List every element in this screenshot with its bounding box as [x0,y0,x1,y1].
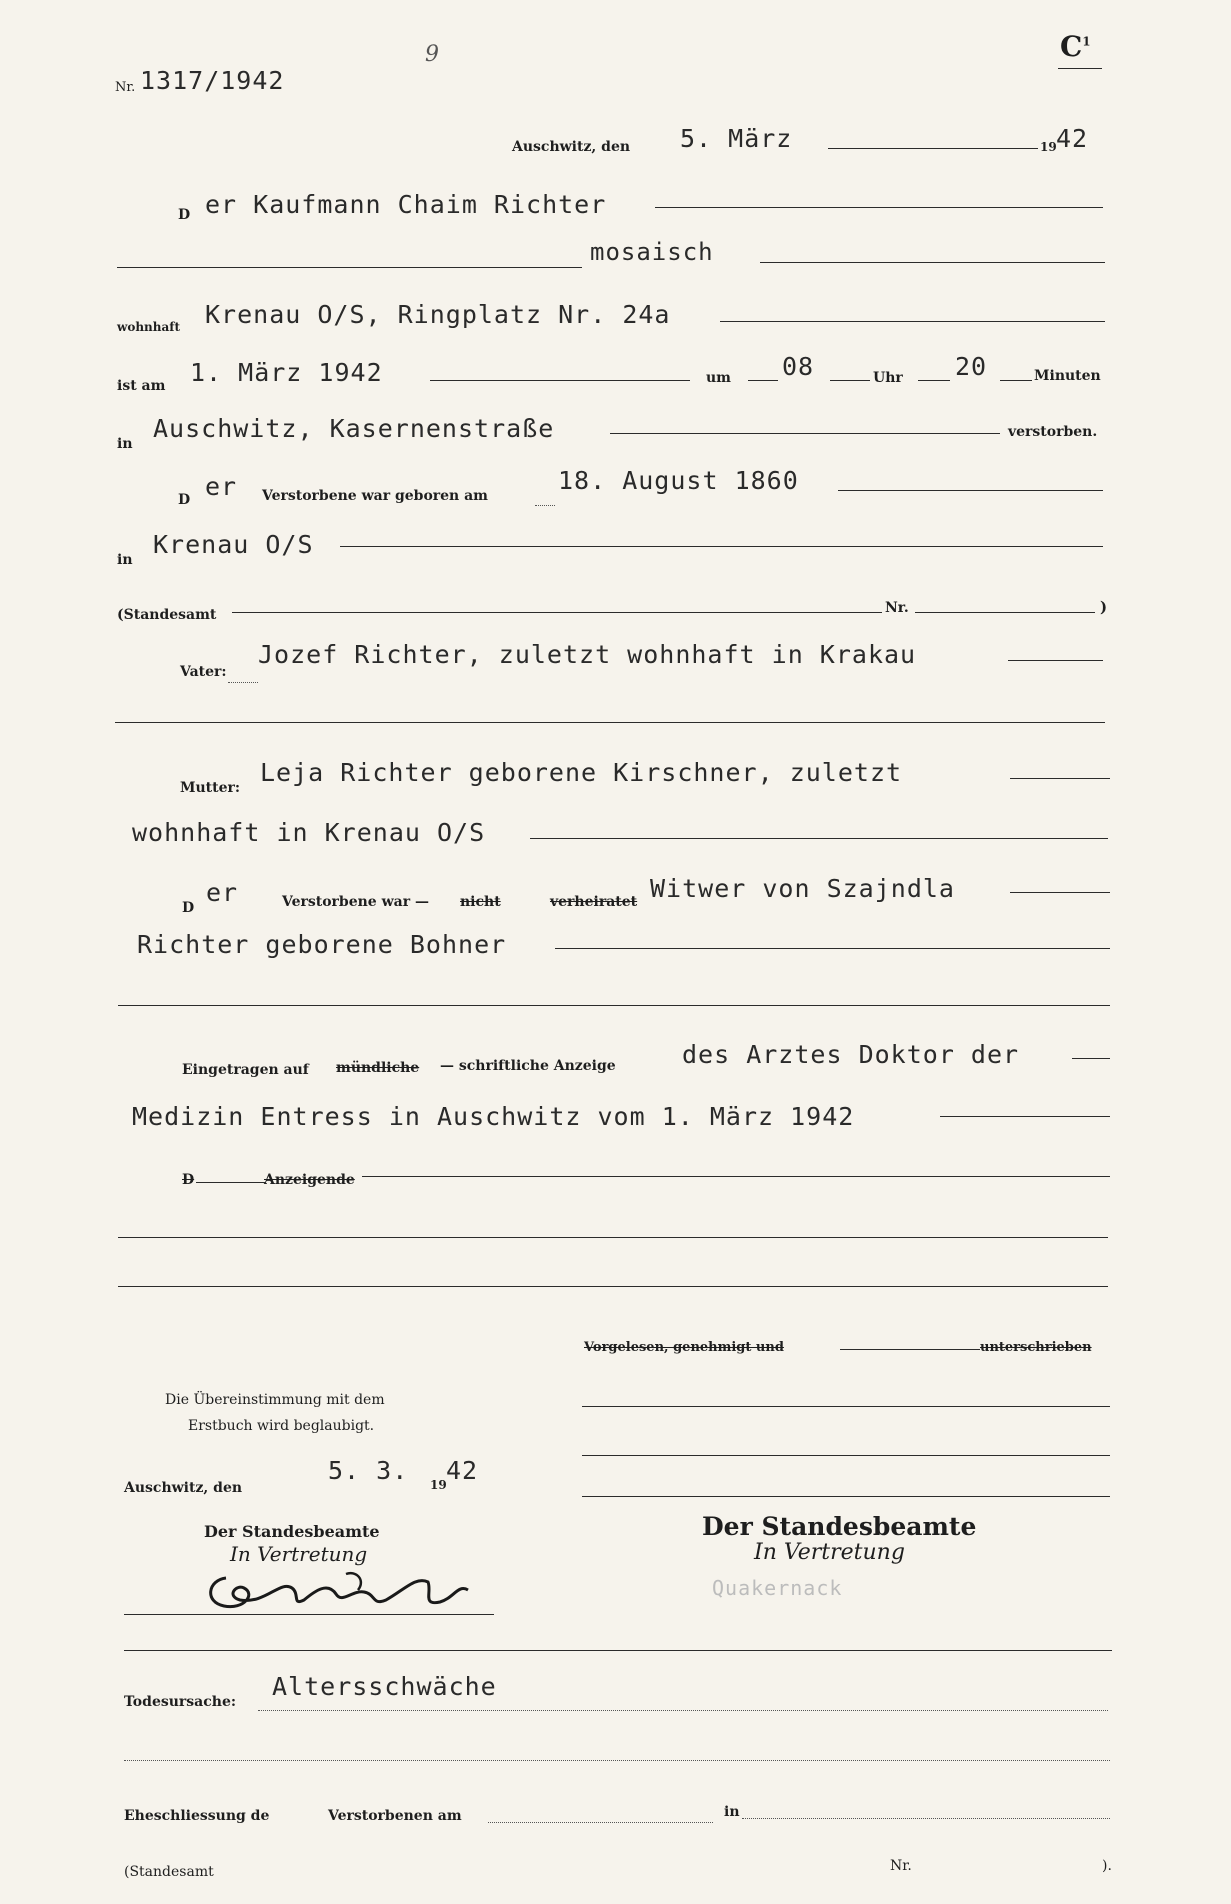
uhr-label: Uhr [873,370,903,386]
footer-close: ). [1102,1858,1112,1874]
birth-date: 18. August 1860 [558,466,799,495]
todesursache-label: Todesursache: [124,1694,237,1710]
verstorben-label: verstorben. [1008,424,1098,440]
stray-mark: 9 [425,42,439,67]
vorgelesen-label: Vorgelesen, genehmigt und [584,1340,784,1355]
death-hour: 08 [782,352,815,381]
footer-standesamt-label: (Standesamt [124,1864,214,1880]
d-prefix: D [178,207,191,223]
marital-d-prefix: D [182,900,195,916]
born-label: Verstorbene war geboren am [262,488,488,504]
footer-nr-label: Nr. [890,1858,912,1874]
marital-struck-2: verheiratet [550,894,638,910]
d2-suffix: er [205,472,238,501]
wohnhaft-label: wohnhaft [117,320,180,334]
marital-value-2: Richter geborene Bohner [137,930,507,959]
in-label: in [117,436,133,452]
place-date-value: 5. März [680,124,793,153]
d2-prefix: D [178,492,191,508]
standesamt-nr-label: Nr. [885,600,909,616]
mutter-value-2: wohnhaft in Krenau O/S [132,818,486,847]
form-code: $C^1$ [1060,30,1091,63]
right-stamp-name: Quakernack [712,1576,843,1600]
marital-struck-1: nicht [460,894,501,910]
death-date: 1. März 1942 [190,358,383,387]
wohnhaft-value: Krenau O/S, Ringplatz Nr. 24a [205,300,671,329]
ehe-label-1: Eheschliessung de [124,1808,270,1824]
year-suffix: 42 [1056,124,1089,153]
anzeigende-d: D [182,1172,195,1188]
vater-label: Vater: [180,664,227,680]
ehe-label-2: Verstorbenen am [328,1808,462,1824]
standesamt-close: ) [1100,598,1108,616]
deceased-name: er Kaufmann Chaim Richter [205,190,607,219]
anzeigende-label: Anzeigende [264,1172,355,1188]
right-stamp-sub: In Vertretung [754,1540,905,1565]
right-stamp-title: Der Standesbeamte [702,1512,977,1541]
handwritten-signature [196,1560,486,1618]
religion: mosaisch [590,238,714,266]
year-prefix: 19 [1040,140,1057,154]
unterschrieben-label: unterschrieben [980,1340,1092,1355]
place-date-label: Auschwitz, den [512,139,631,155]
death-minute: 20 [955,352,988,381]
mutter-label: Mutter: [180,780,241,796]
left-stamp-sub: In Vertretung [230,1542,368,1566]
in2-label: in [117,552,133,568]
um-label: um [706,370,731,386]
certification-line-1: Die Übereinstimmung mit dem [165,1392,385,1408]
certification-line-2: Erstbuch wird beglaubigt. [188,1418,375,1434]
marital-label: Verstorbene war — [282,894,429,910]
left-stamp-title: Der Standesbeamte [204,1522,380,1541]
birth-place: Krenau O/S [153,530,314,559]
nr-label: Nr. [115,80,136,95]
vater-value: Jozef Richter, zuletzt wohnhaft in Krakau [258,640,917,669]
registration-value-1: des Arztes Doktor der [682,1040,1020,1069]
ist-am-label: ist am [117,378,166,394]
cert-place-label: Auschwitz, den [124,1480,243,1496]
cert-year-suffix: 42 [446,1456,479,1485]
register-number: 1317/1942 [140,66,285,95]
todesursache-value: Altersschwäche [272,1672,497,1701]
cert-date: 5. 3. [328,1456,409,1485]
minuten-label: Minuten [1034,368,1101,384]
registration-label-2: — schriftliche Anzeige [440,1058,616,1074]
registration-value-2: Medizin Entress in Auschwitz vom 1. März 1942 [132,1102,855,1131]
marital-d-suffix: er [206,878,239,907]
cert-year-prefix: 19 [430,1478,447,1492]
registration-struck: mündliche [336,1060,420,1076]
standesamt-label: (Standesamt [117,607,217,623]
marital-value-1: Witwer von Szajndla [650,874,955,903]
ehe-in-label: in [724,1804,740,1820]
death-place: Auschwitz, Kasernenstraße [153,414,555,443]
registration-label-1: Eingetragen auf [182,1062,309,1078]
mutter-value-1: Leja Richter geborene Kirschner, zuletzt [260,758,903,787]
